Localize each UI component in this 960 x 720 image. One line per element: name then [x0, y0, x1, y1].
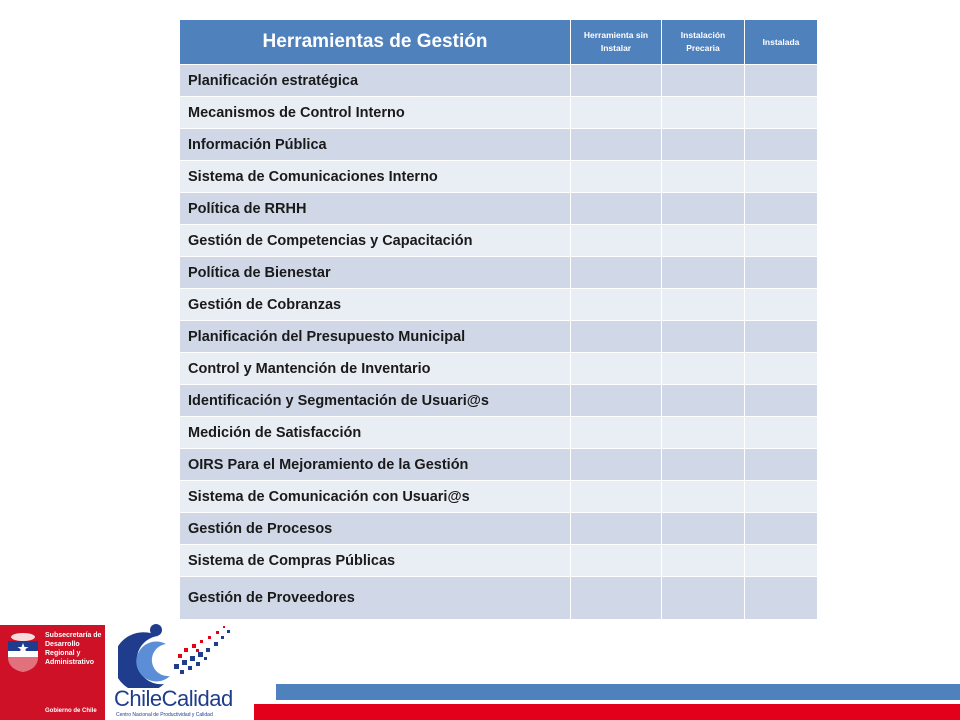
cell-instalacion-precaria: [662, 417, 745, 449]
chilecalidad-logo: [112, 622, 242, 720]
cell-instalada: [745, 193, 818, 225]
cell-sin-instalar: [571, 385, 662, 417]
table-row: [180, 353, 818, 385]
chilecalidad-swoosh-icon: [118, 622, 234, 688]
table-row: [180, 385, 818, 417]
table-row: [180, 417, 818, 449]
row-label: Planificación estratégica: [180, 65, 571, 97]
table-row: [180, 257, 818, 289]
cell-sin-instalar: [571, 481, 662, 513]
cell-sin-instalar: [571, 161, 662, 193]
cell-instalacion-precaria: [662, 257, 745, 289]
cell-instalacion-precaria: [662, 321, 745, 353]
cell-sin-instalar: [571, 129, 662, 161]
header-sin-instalar: Herramienta sin Instalar: [571, 20, 662, 65]
cell-instalacion-precaria: [662, 385, 745, 417]
row-label: OIRS Para el Mejoramiento de la Gestión: [180, 449, 571, 481]
cell-instalada: [745, 481, 818, 513]
row-label: Gestión de Cobranzas: [180, 289, 571, 321]
table-row: [180, 65, 818, 97]
cell-sin-instalar: [571, 65, 662, 97]
cell-sin-instalar: [571, 545, 662, 577]
cell-instalada: [745, 257, 818, 289]
cell-instalacion-precaria: [662, 97, 745, 129]
table-row: [180, 193, 818, 225]
cell-instalada: [745, 289, 818, 321]
chilecalidad-name-calidad: Calidad: [161, 686, 233, 711]
table-row: [180, 225, 818, 257]
cell-sin-instalar: [571, 449, 662, 481]
cell-instalacion-precaria: [662, 353, 745, 385]
herramientas-table: [179, 19, 818, 620]
table-row: [180, 321, 818, 353]
cell-instalacion-precaria: [662, 513, 745, 545]
cell-instalada: [745, 353, 818, 385]
cell-instalada: [745, 321, 818, 353]
cell-instalacion-precaria: [662, 545, 745, 577]
cell-instalada: [745, 97, 818, 129]
cell-instalacion-precaria: [662, 577, 745, 620]
table-row: [180, 545, 818, 577]
cell-instalacion-precaria: [662, 289, 745, 321]
chilecalidad-name-chile: Chile: [114, 686, 162, 711]
gobierno-logo: [0, 625, 105, 720]
cell-sin-instalar: [571, 225, 662, 257]
cell-sin-instalar: [571, 97, 662, 129]
cell-instalacion-precaria: [662, 481, 745, 513]
cell-instalada: [745, 417, 818, 449]
gobierno-footer: Gobierno de Chile: [45, 708, 97, 714]
chile-crest-icon: [4, 631, 42, 673]
cell-instalada: [745, 225, 818, 257]
cell-instalacion-precaria: [662, 161, 745, 193]
header-title: Herramientas de Gestión: [180, 20, 571, 65]
row-label: Medición de Satisfacción: [180, 417, 571, 449]
table-row: [180, 577, 818, 620]
row-label: Sistema de Compras Públicas: [180, 545, 571, 577]
cell-instalada: [745, 161, 818, 193]
row-label: Sistema de Comunicación con Usuari@s: [180, 481, 571, 513]
row-label: Política de RRHH: [180, 193, 571, 225]
cell-sin-instalar: [571, 257, 662, 289]
row-label: Planificación del Presupuesto Municipal: [180, 321, 571, 353]
footer-red-bar: [254, 704, 960, 720]
table-row: [180, 289, 818, 321]
row-label: Gestión de Proveedores: [180, 577, 571, 620]
cell-instalada: [745, 449, 818, 481]
table-row: [180, 481, 818, 513]
cell-instalacion-precaria: [662, 193, 745, 225]
table-row: [180, 449, 818, 481]
cell-instalada: [745, 129, 818, 161]
table-header-row: [180, 20, 818, 65]
cell-instalacion-precaria: [662, 225, 745, 257]
row-label: Sistema de Comunicaciones Interno: [180, 161, 571, 193]
header-instalada: Instalada: [745, 20, 818, 65]
table-row: [180, 161, 818, 193]
table-row: [180, 513, 818, 545]
chilecalidad-subtitle: Centro Nacional de Productividad y Calidad: [116, 712, 213, 718]
cell-sin-instalar: [571, 513, 662, 545]
footer-blue-bar: [276, 684, 960, 700]
row-label: Información Pública: [180, 129, 571, 161]
header-instalacion-precaria: Instalación Precaria: [662, 20, 745, 65]
cell-sin-instalar: [571, 417, 662, 449]
table-row: [180, 129, 818, 161]
cell-instalada: [745, 577, 818, 620]
row-label: Control y Mantención de Inventario: [180, 353, 571, 385]
cell-sin-instalar: [571, 577, 662, 620]
table-row: [180, 97, 818, 129]
row-label: Gestión de Competencias y Capacitación: [180, 225, 571, 257]
cell-instalada: [745, 385, 818, 417]
cell-sin-instalar: [571, 289, 662, 321]
row-label: Identificación y Segmentación de Usuari@s: [180, 385, 571, 417]
cell-sin-instalar: [571, 193, 662, 225]
row-label: Mecanismos de Control Interno: [180, 97, 571, 129]
row-label: Política de Bienestar: [180, 257, 571, 289]
cell-instalada: [745, 545, 818, 577]
cell-instalacion-precaria: [662, 129, 745, 161]
row-label: Gestión de Procesos: [180, 513, 571, 545]
cell-sin-instalar: [571, 353, 662, 385]
cell-instalacion-precaria: [662, 449, 745, 481]
cell-instalacion-precaria: [662, 65, 745, 97]
gobierno-text: Subsecretaría de Desarrollo Regional y Administrativo: [45, 632, 102, 666]
cell-sin-instalar: [571, 321, 662, 353]
cell-instalada: [745, 65, 818, 97]
chilecalidad-wordmark: [114, 686, 233, 712]
cell-instalada: [745, 513, 818, 545]
